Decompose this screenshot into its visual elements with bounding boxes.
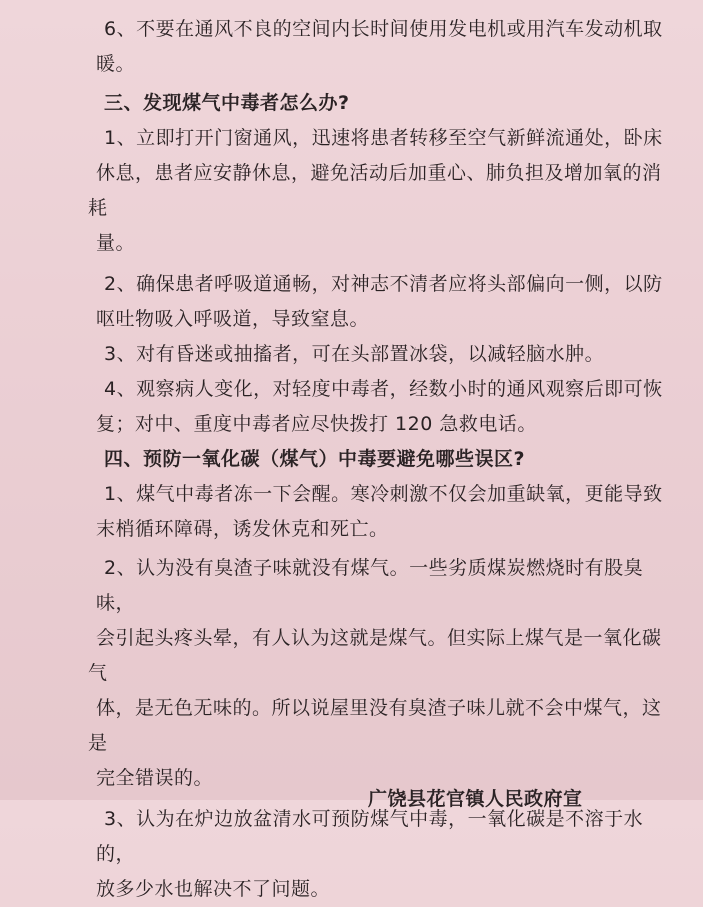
- section3-item-3: [96, 337, 663, 372]
- section4-item-3: [96, 802, 663, 907]
- line: 6、不要在通风不良的空间内长时间使用发电机或用汽车发动机取: [104, 18, 663, 40]
- line: 2、确保患者呼吸道通畅，对神志不清者应将头部偏向一侧，以防: [104, 273, 663, 295]
- line: 1、煤气中毒者冻一下会醒。寒冷刺激不仅会加重缺氧，更能导致: [104, 483, 663, 505]
- line: 完全错误的。: [96, 767, 214, 789]
- line: 末梢循环障碍，诱发休克和死亡。: [96, 518, 389, 540]
- line: 放多少水也解决不了问题。: [96, 878, 331, 900]
- line: 2、认为没有臭渣子味就没有煤气。一些劣质煤炭燃烧时有股臭味，: [96, 557, 644, 614]
- section3-item-2: [96, 267, 663, 337]
- line: 暖。: [96, 53, 136, 75]
- line: 休息，患者应安静休息，避免活动后加重心、肺负担及增加氧的消耗: [88, 162, 662, 219]
- line: 4、观察病人变化，对轻度中毒者，经数小时的通风观察后即可恢: [104, 378, 663, 400]
- section3-item-4: [96, 372, 663, 442]
- line: 3、认为在炉边放盆清水可预防煤气中毒，一氧化碳是不溶于水的，: [96, 808, 644, 865]
- issuer-signature: 广饶县花官镇人民政府宣: [368, 788, 583, 810]
- line: 体，是无色无味的。所以说屋里没有臭渣子味儿就不会中煤气，这是: [88, 697, 662, 754]
- section3-item-1: [88, 121, 663, 261]
- line: 复；对中、重度中毒者应尽快拨打 120 急救电话。: [96, 413, 537, 435]
- section4-item-2: [88, 551, 663, 796]
- line: 量。: [96, 232, 136, 254]
- line: 3、对有昏迷或抽搐者，可在头部置冰袋，以减轻脑水肿。: [104, 343, 605, 365]
- line: 会引起头疼头晕，有人认为这就是煤气。但实际上煤气是一氧化碳气: [88, 627, 662, 684]
- section4-item-1: [96, 477, 663, 547]
- section-heading-3: 三、发现煤气中毒者怎么办?: [104, 92, 350, 114]
- line: 1、立即打开门窗通风，迅速将患者转移至空气新鲜流通处，卧床: [104, 127, 663, 149]
- line: 呕吐物吸入呼吸道，导致窒息。: [96, 308, 370, 330]
- section-heading-4: 四、预防一氧化碳（煤气）中毒要避免哪些误区?: [104, 448, 526, 470]
- item-6: [96, 12, 663, 82]
